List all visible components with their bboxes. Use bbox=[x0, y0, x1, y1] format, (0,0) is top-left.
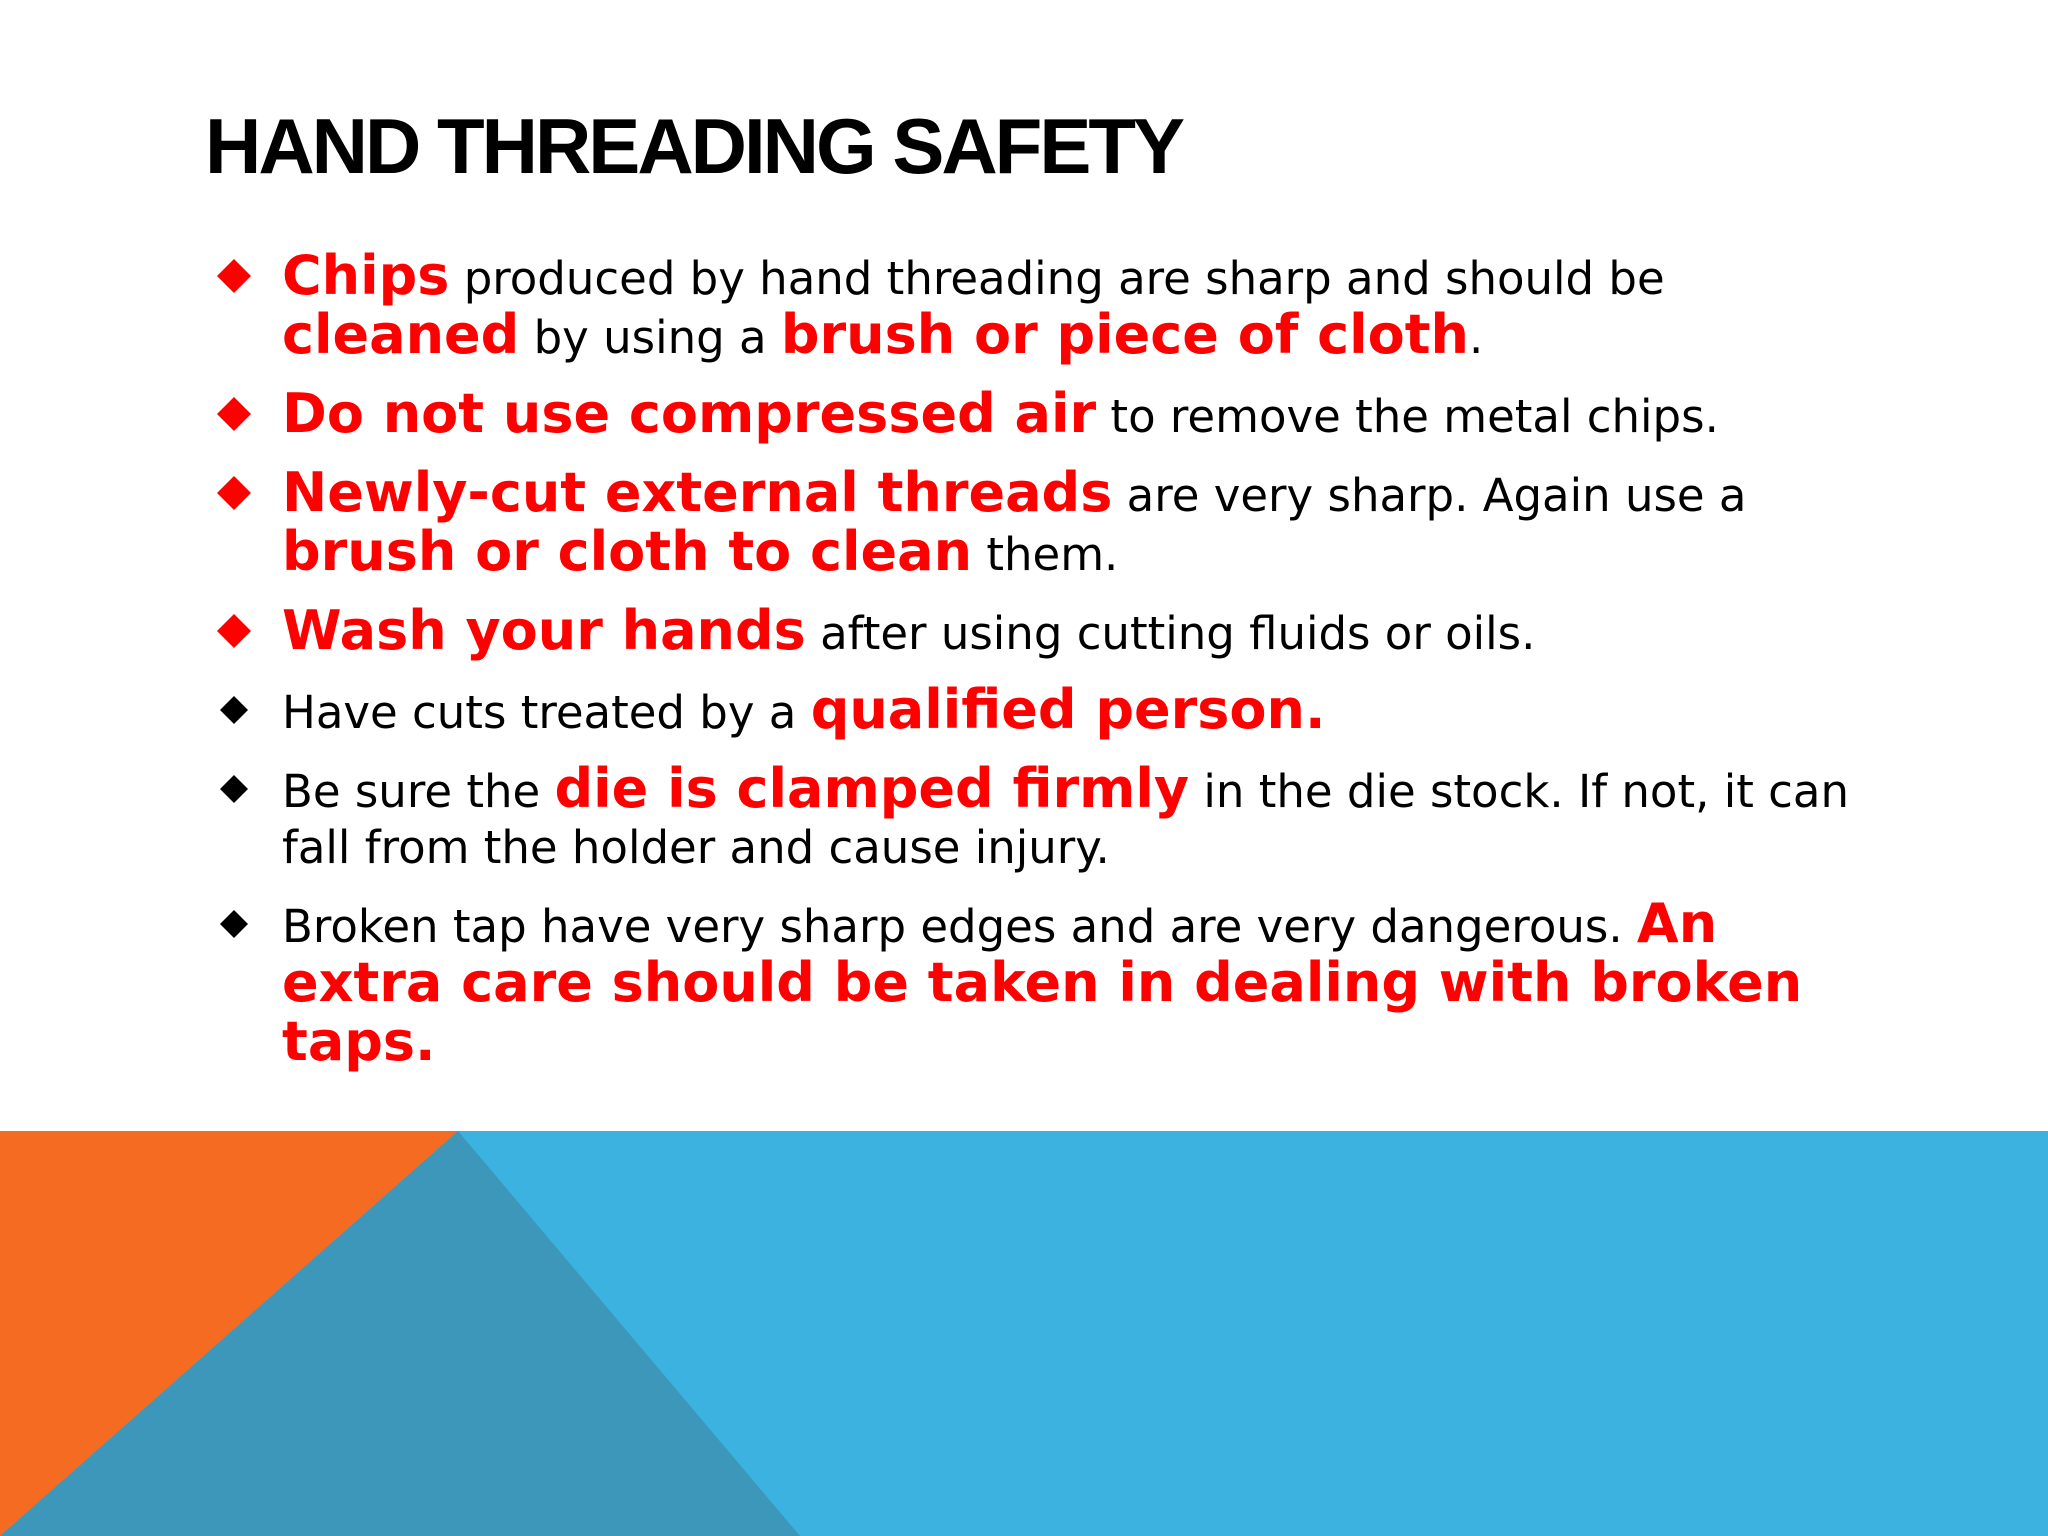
body-text: . bbox=[1469, 311, 1484, 364]
body-text: to remove the metal chips. bbox=[1096, 390, 1719, 443]
diamond-bullet-red-icon bbox=[205, 386, 263, 442]
bullet-item bbox=[205, 599, 1865, 662]
diamond-bullet-black-icon bbox=[205, 761, 263, 817]
bullet-item bbox=[205, 461, 1865, 583]
slide-title: HAND THREADING SAFETY bbox=[205, 102, 1183, 190]
emphasis-text: Chips bbox=[282, 244, 450, 307]
diamond-bullet-red-icon bbox=[205, 603, 263, 659]
body-text: Broken tap have very sharp edges and are very dangerous. bbox=[282, 900, 1637, 953]
body-text: in the die stock. If not, it can fall from the holder and cause injury. bbox=[282, 765, 1850, 874]
bullet-item bbox=[205, 382, 1865, 445]
bullet-list bbox=[205, 244, 1865, 1093]
emphasis-text: Do not use compressed air bbox=[282, 382, 1097, 445]
diamond-bullet-black-icon bbox=[205, 682, 263, 738]
emphasis-text: Wash your hands bbox=[282, 599, 806, 662]
emphasis-text: brush or piece of cloth bbox=[780, 303, 1469, 366]
diamond-bullet-red-icon bbox=[205, 465, 263, 521]
emphasis-text: An extra care should be taken in dealing with broken taps. bbox=[282, 892, 1803, 1073]
bullet-item bbox=[205, 678, 1865, 741]
bullet-item bbox=[205, 892, 1865, 1073]
emphasis-text: Newly-cut external threads bbox=[282, 461, 1113, 524]
decorative-footer bbox=[0, 1131, 2048, 1536]
body-text: after using cutting fluids or oils. bbox=[805, 607, 1536, 660]
bullet-item bbox=[205, 757, 1865, 876]
emphasis-text: qualified person. bbox=[810, 678, 1326, 741]
body-text: Have cuts treated by a bbox=[282, 686, 811, 739]
emphasis-text: cleaned bbox=[282, 303, 520, 366]
body-text: produced by hand threading are sharp and should be bbox=[449, 252, 1665, 305]
body-text: are very sharp. Again use a bbox=[1112, 469, 1747, 522]
body-text: them. bbox=[972, 528, 1119, 581]
body-text: by using a bbox=[519, 311, 781, 364]
diamond-bullet-black-icon bbox=[205, 896, 263, 952]
emphasis-text: brush or cloth to clean bbox=[282, 520, 973, 583]
diamond-bullet-red-icon bbox=[205, 248, 263, 304]
body-text: Be sure the bbox=[282, 765, 555, 818]
bullet-item bbox=[205, 244, 1865, 366]
emphasis-text: die is clamped firmly bbox=[554, 757, 1190, 820]
